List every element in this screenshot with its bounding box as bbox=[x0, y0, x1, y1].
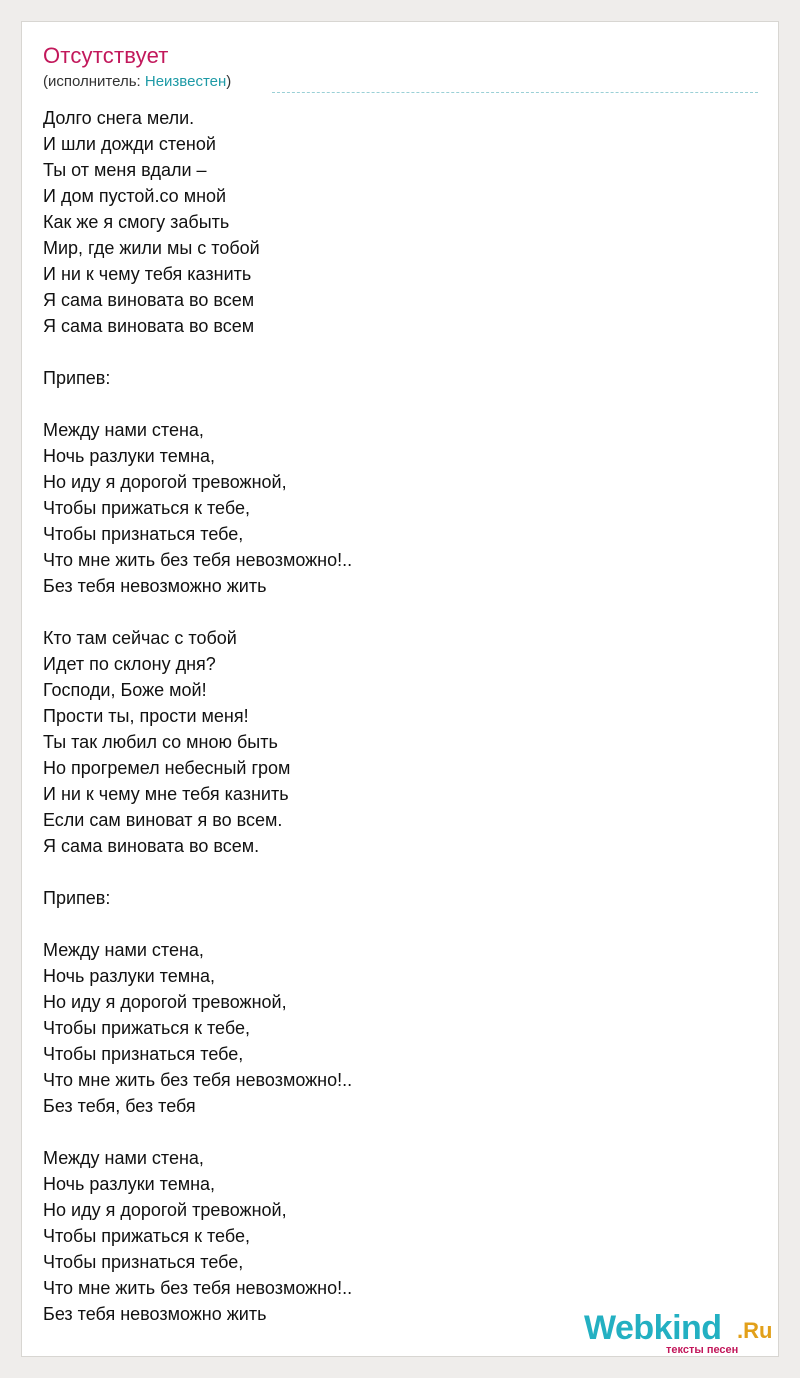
header-divider bbox=[272, 92, 758, 93]
lyrics-line: Если сам виноват я во всем. bbox=[43, 810, 283, 830]
lyrics-line: И ни к чему тебя казнить bbox=[43, 264, 252, 284]
lyrics-line: Но иду я дорогой тревожной, bbox=[43, 1200, 287, 1220]
logo-tld: .Ru bbox=[737, 1318, 773, 1343]
lyrics-line: Но прогремел небесный гром bbox=[43, 758, 291, 778]
lyrics-line: Чтобы прижаться к тебе, bbox=[43, 1018, 250, 1038]
lyrics-card bbox=[21, 21, 779, 1357]
lyrics-line: Между нами стена, bbox=[43, 1148, 204, 1168]
lyrics-line: Как же я смогу забыть bbox=[43, 212, 230, 232]
artist-link[interactable]: Неизвестен bbox=[144, 73, 227, 90]
lyrics-line: Чтобы признаться тебе, bbox=[43, 1044, 244, 1064]
lyrics-line: Что мне жить без тебя невозможно!.. bbox=[43, 550, 353, 570]
lyrics-line: Я сама виновата во всем bbox=[43, 316, 255, 336]
song-title: Отсутствует bbox=[43, 43, 169, 68]
lyrics-blank-line bbox=[43, 911, 743, 937]
lyrics-line: Что мне жить без тебя невозможно!.. bbox=[43, 1070, 353, 1090]
lyrics-line: Припев: bbox=[43, 368, 111, 388]
lyrics-line: Чтобы признаться тебе, bbox=[43, 1252, 244, 1272]
lyrics-line: Между нами стена, bbox=[43, 940, 204, 960]
lyrics-blank-line bbox=[43, 599, 743, 625]
lyrics-line: Чтобы прижаться к тебе, bbox=[43, 1226, 250, 1246]
lyrics-line: И шли дожди стеной bbox=[43, 134, 216, 154]
lyrics-line: Без тебя невозможно жить bbox=[43, 1304, 267, 1324]
artist-suffix: ) bbox=[226, 73, 232, 90]
lyrics-line: Без тебя, без тебя bbox=[43, 1096, 196, 1116]
lyrics-blank-line bbox=[43, 391, 743, 417]
lyrics-line: Долго снега мели. bbox=[43, 108, 195, 128]
lyrics-line: Но иду я дорогой тревожной, bbox=[43, 472, 287, 492]
lyrics-line: Чтобы признаться тебе, bbox=[43, 524, 244, 544]
lyrics-line: Ночь разлуки темна, bbox=[43, 1174, 216, 1194]
lyrics-line: Идет по склону дня? bbox=[43, 654, 216, 674]
lyrics-line: Я сама виновата во всем. bbox=[43, 836, 260, 856]
lyrics-line: И ни к чему мне тебя казнить bbox=[43, 784, 289, 804]
artist-prefix: (исполнитель: bbox=[43, 73, 145, 90]
lyrics-text bbox=[43, 105, 743, 1327]
logo-tagline: тексты песен bbox=[666, 1344, 739, 1356]
lyrics-line: Кто там сейчас с тобой bbox=[43, 628, 237, 648]
lyrics-line: Припев: bbox=[43, 888, 111, 908]
lyrics-blank-line bbox=[43, 339, 743, 365]
lyrics-blank-line bbox=[43, 1119, 743, 1145]
lyrics-line: Мир, где жили мы с тобой bbox=[43, 238, 260, 258]
artist-line bbox=[43, 73, 231, 90]
lyrics-blank-line bbox=[43, 859, 743, 885]
lyrics-line: Между нами стена, bbox=[43, 420, 204, 440]
lyrics-line: Без тебя невозможно жить bbox=[43, 576, 267, 596]
lyrics-line: Но иду я дорогой тревожной, bbox=[43, 992, 287, 1012]
lyrics-line: И дом пустой.со мной bbox=[43, 186, 227, 206]
lyrics-line: Я сама виновата во всем bbox=[43, 290, 255, 310]
lyrics-line: Ты от меня вдали – bbox=[43, 160, 207, 180]
lyrics-line: Господи, Боже мой! bbox=[43, 680, 207, 700]
lyrics-line: Что мне жить без тебя невозможно!.. bbox=[43, 1278, 353, 1298]
webkind-logo[interactable] bbox=[584, 1309, 784, 1356]
lyrics-line: Прости ты, прости меня! bbox=[43, 706, 249, 726]
lyrics-line: Ночь разлуки темна, bbox=[43, 966, 216, 986]
lyrics-line: Чтобы прижаться к тебе, bbox=[43, 498, 250, 518]
lyrics-line: Ночь разлуки темна, bbox=[43, 446, 216, 466]
lyrics-line: Ты так любил со мною быть bbox=[43, 732, 278, 752]
logo-name: Webkind bbox=[584, 1309, 722, 1347]
